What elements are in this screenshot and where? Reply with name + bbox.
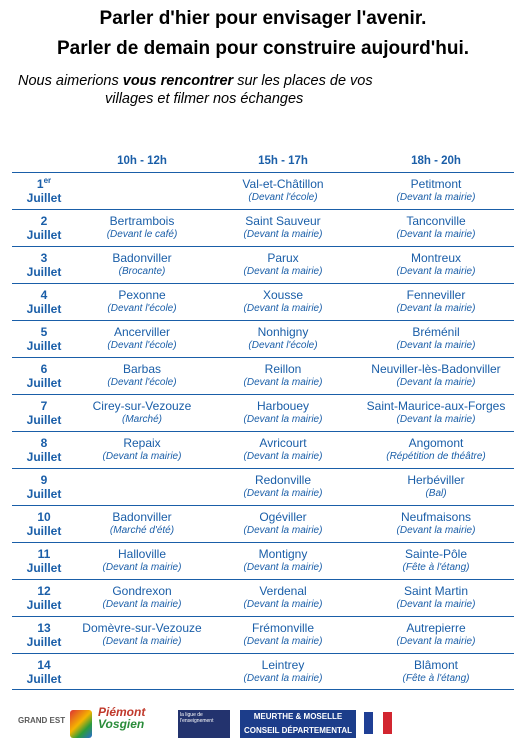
slot-cell [208,473,358,501]
village-name: Repaix [123,436,161,450]
meeting-place: (Devant l'école) [107,340,177,351]
schedule-rows [12,172,514,690]
village-name: Saint Sauveur [245,214,321,228]
village-name: Bréménil [412,325,460,339]
slot-cell [208,658,358,686]
time-slot-header-2: 15h - 17h [258,155,308,167]
day-label [12,473,76,501]
day-label [12,436,76,464]
month-label: Juillet [26,524,62,538]
piemont-vosgien-logo [98,706,145,730]
meeting-place: (Devant la mairie) [243,672,323,684]
month-label: Juillet [26,598,62,612]
schedule-row [12,616,514,653]
day-number: 2 [40,214,48,228]
intro-line-1 [0,72,526,90]
schedule-row [12,653,514,690]
month-label: Juillet [26,228,62,242]
slot-cell [358,473,514,501]
schedule-header-row [12,150,514,172]
meeting-place: (Devant la mairie) [396,377,476,388]
slot-cell [208,510,358,538]
day-label [12,547,76,575]
day-label [12,399,76,427]
slot-cell [76,584,208,612]
colorful-logo [70,710,92,738]
slot-cell [358,288,514,316]
day-label [12,214,76,242]
day-number: 13 [37,621,51,635]
slot-cell [76,547,208,575]
day-number: 4 [40,288,48,302]
intro-emphasis: vous rencontrer [122,73,234,89]
intro-line-2: villages et filmer nos échanges [105,91,304,107]
day-number: 5 [40,325,48,339]
village-name: Saint-Maurice-aux-Forges [366,399,506,413]
meeting-place: (Devant l'école) [107,377,177,388]
schedule-row [12,357,514,394]
day-number: 3 [40,251,48,265]
meeting-place: (Devant la mairie) [243,488,323,499]
village-name: Montigny [258,547,308,561]
day-number: 1 [36,177,44,191]
slot-cell [358,399,514,427]
slot-cell [358,325,514,353]
slot-cell [208,177,358,205]
village-name: Frémonville [251,621,314,635]
slot-cell [358,584,514,612]
village-name: Ogéviller [259,510,307,524]
meeting-place: (Devant la mairie) [396,525,476,536]
month-label: Juillet [26,191,62,205]
vosgien-text: Vosgien [98,717,145,731]
village-name: Gondrexon [112,584,172,598]
schedule-table [12,150,514,690]
day-number: 6 [40,362,48,376]
header-line-1: Parler d'hier pour envisager l'avenir. [99,8,427,29]
slot-cell [358,510,514,538]
flag-stripe-white [373,712,382,734]
slot-cell [76,325,208,353]
meeting-place: (Fête à l'étang) [402,562,470,573]
meeting-place: (Devant la mairie) [243,229,323,240]
meeting-place: (Devant la mairie) [396,414,476,425]
day-label [12,251,76,279]
village-name: Blâmont [413,657,459,672]
village-name: Avricourt [259,436,307,450]
month-label: Juillet [26,671,62,686]
month-label: Juillet [26,302,62,316]
day-number: 7 [40,399,48,413]
meeting-place: (Devant la mairie) [102,636,182,647]
schedule-row [12,320,514,357]
village-name: Bertrambois [109,214,175,228]
village-name: Pexonne [118,288,166,302]
village-name: Barbas [122,362,162,376]
slot-cell [208,362,358,390]
slot-cell [208,325,358,353]
intro-text [0,72,526,108]
slot-cell [208,547,358,575]
month-label: Juillet [26,376,62,390]
meeting-place: (Devant la mairie) [243,562,323,573]
meeting-place: (Devant la mairie) [102,451,182,462]
village-name: Verdenal [259,584,307,598]
slot-cell [208,214,358,242]
conseil-departemental-text: CONSEIL DÉPARTEMENTAL [243,726,352,735]
schedule-row [12,283,514,320]
meeting-place: (Fête à l'étang) [402,672,470,684]
meeting-place: (Devant l'école) [248,340,318,351]
schedule-row [12,209,514,246]
village-name: Neuviller-lès-Badonviller [371,362,501,376]
slot-cell [208,251,358,279]
slot-cell [208,436,358,464]
village-name: Autrepierre [406,621,466,635]
intro-part-1: Nous aimerions [18,73,123,89]
village-name: Nonhigny [257,325,309,339]
slot-cell [76,251,208,279]
day-label [12,288,76,316]
month-label: Juillet [26,413,62,427]
slot-cell [208,288,358,316]
village-name: Ancerviller [113,325,170,339]
village-name: Sainte-Pôle [404,547,468,561]
slot-cell [208,584,358,612]
month-label: Juillet [26,561,62,575]
sponsor-logos [0,704,526,746]
village-name: Badonviller [112,510,172,524]
meeting-place: (Devant l'école) [248,192,318,203]
slot-cell [76,436,208,464]
village-name: Reillon [264,362,302,376]
day-number: 9 [40,473,48,487]
village-name: Xousse [262,288,304,302]
meeting-place: (Devant la mairie) [243,451,323,462]
meurthe-moselle-logo [240,710,356,738]
meeting-place: (Devant la mairie) [243,636,323,647]
slot-cell [358,436,514,464]
month-label: Juillet [26,635,62,649]
slot-cell [76,288,208,316]
slot-cell [358,547,514,575]
day-label [12,510,76,538]
slot-cell [208,399,358,427]
day-number: 8 [40,436,48,450]
slot-cell [208,621,358,649]
meeting-place: (Devant la mairie) [243,599,323,610]
village-name: Montreux [410,251,462,265]
header-line-2: Parler de demain pour construire aujourd'hui. [56,38,470,59]
slot-cell [358,658,514,686]
meeting-place: (Devant la mairie) [396,303,476,314]
slot-cell [358,214,514,242]
village-name: Herbéviller [407,473,465,487]
schedule-row [12,505,514,542]
meeting-place: (Devant la mairie) [396,266,476,277]
village-name: Cirey-sur-Vezouze [92,399,192,413]
day-label [12,621,76,649]
slot-cell [358,177,514,205]
day-number: 12 [37,584,51,598]
village-name: Saint Martin [403,584,469,598]
grand-est-logo: GRAND EST [18,716,66,725]
village-name: Angomont [408,436,464,450]
meeting-place: (Brocante) [118,266,166,277]
meeting-place: (Bal) [425,488,447,499]
village-name: Harbouey [256,399,310,413]
village-name: Fenneviller [406,288,466,302]
meeting-place: (Marché) [121,414,162,425]
slot-cell [76,621,208,649]
flag-stripe-red [383,712,392,734]
day-ordinal: er [43,176,52,185]
meeting-place: (Devant la mairie) [396,636,476,647]
time-slot-header-1: 10h - 12h [117,155,167,167]
schedule-row [12,394,514,431]
slot-cell [76,214,208,242]
republique-francaise-flag-icon [364,712,392,734]
village-name: Tanconville [406,214,466,228]
meurthe-moselle-text: MEURTHE & MOSELLE [253,712,343,721]
slot-cell [76,510,208,538]
day-label [12,362,76,390]
schedule-row [12,468,514,505]
day-label [12,325,76,353]
intro-part-2: sur les places de vos [233,73,373,89]
day-number: 11 [37,547,51,561]
meeting-place: (Devant la mairie) [396,192,476,203]
month-label: Juillet [26,450,62,464]
meeting-place: (Devant la mairie) [396,599,476,610]
meeting-place: (Devant le café) [106,229,178,240]
meeting-place: (Devant la mairie) [102,562,182,573]
ligue-enseignement-logo: la ligue de l'enseignement [178,710,230,738]
slot-cell [358,251,514,279]
day-label [12,177,76,205]
schedule-row [12,579,514,616]
slot-cell [358,621,514,649]
meeting-place: (Devant la mairie) [243,414,323,425]
slot-cell [76,362,208,390]
village-name: Domèvre-sur-Vezouze [82,621,202,635]
schedule-row [12,542,514,579]
day-number: 14 [37,657,51,672]
village-name: Halloville [117,547,167,561]
schedule-row [12,431,514,468]
village-name: Badonviller [112,251,172,265]
schedule-row [12,246,514,283]
piemont-text: Piémont [98,705,146,719]
schedule-row [12,172,514,209]
meeting-place: (Devant la mairie) [396,229,476,240]
village-name: Redonville [254,473,312,487]
month-label: Juillet [26,487,62,501]
village-name: Neufmaisons [400,510,472,524]
village-name: Parux [267,251,299,265]
day-number: 10 [37,510,51,524]
flag-stripe-blue [364,712,373,734]
meeting-place: (Devant la mairie) [243,266,323,277]
meeting-place: (Devant la mairie) [396,340,476,351]
meeting-place: (Devant la mairie) [102,599,182,610]
page-header [0,0,526,64]
time-slot-header-3: 18h - 20h [411,155,461,167]
slot-cell [358,362,514,390]
meeting-place: (Marché d'été) [109,525,175,536]
slot-cell [76,399,208,427]
day-label [12,584,76,612]
month-label: Juillet [26,265,62,279]
meeting-place: (Devant la mairie) [243,377,323,388]
meeting-place: (Devant la mairie) [243,525,323,536]
village-name: Val-et-Châtillon [242,177,324,191]
day-label [12,658,76,686]
month-label: Juillet [26,339,62,353]
meeting-place: (Devant la mairie) [243,303,323,314]
village-name: Petitmont [410,177,462,191]
meeting-place: (Répétition de théâtre) [386,451,486,462]
village-name: Leintrey [261,657,305,672]
meeting-place: (Devant l'école) [107,303,177,314]
